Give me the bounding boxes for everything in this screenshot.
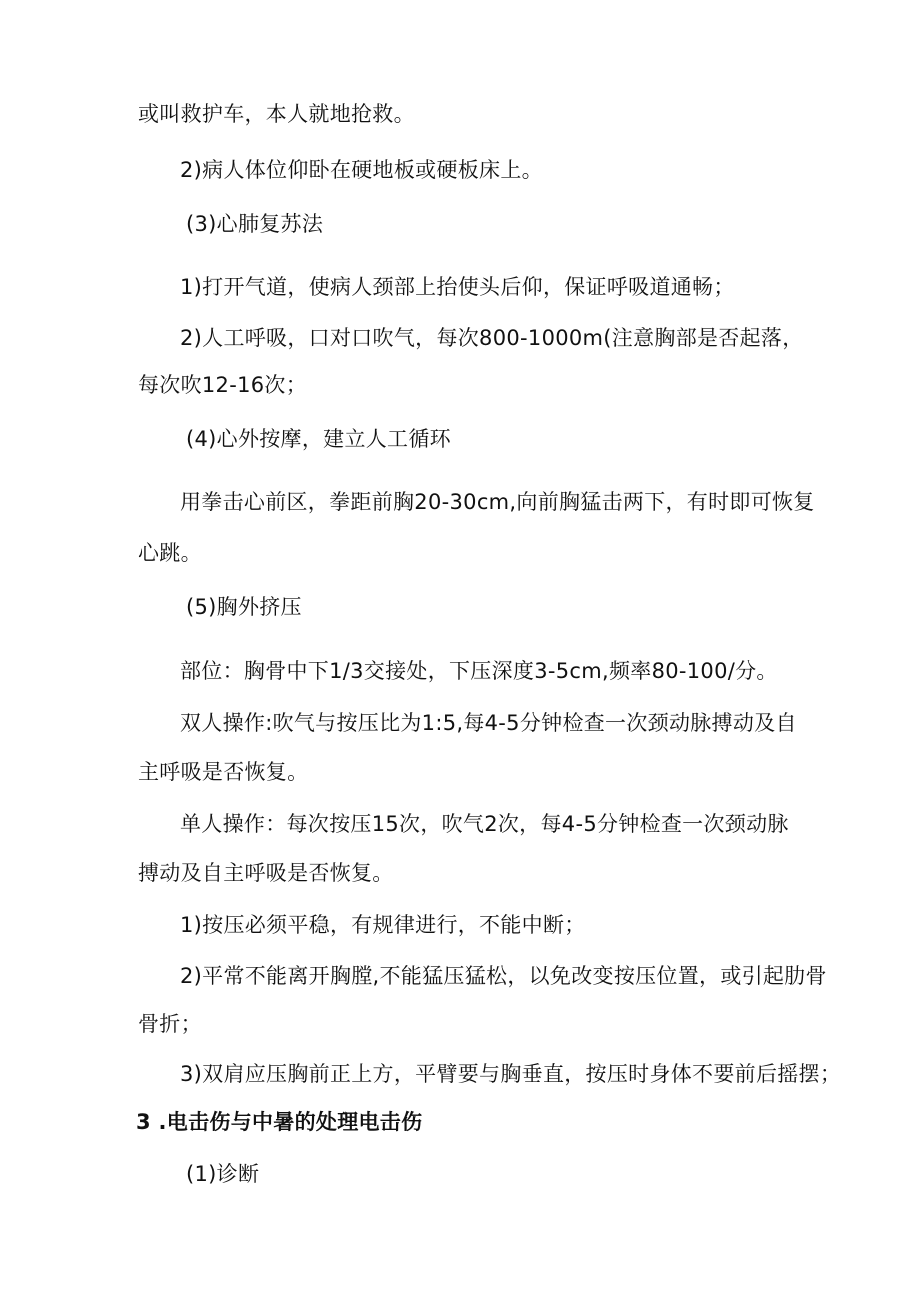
section-heading-diagnosis: (1)诊断	[186, 1162, 260, 1186]
section-heading-electric-shock: 3 .电击伤与中暑的处理电击伤	[136, 1110, 423, 1134]
section-heading-massage: (4)心外按摩，建立人工循环	[186, 427, 451, 451]
paragraph-line-14: 单人操作：每次按压15次，吹气2次，每4-5分钟检查一次颈动脉	[180, 812, 789, 836]
paragraph-line-19: 3)双肩应压胸前正上方，平臂要与胸垂直，按压时身体不要前后摇摆；	[180, 1062, 842, 1086]
paragraph-line-18: 骨折；	[138, 1012, 202, 1036]
paragraph-line-12: 双人操作:吹气与按压比为1:5,每4-5分钟检查一次颈动脉搏动及自	[180, 711, 797, 735]
paragraph-line-11: 部位：胸骨中下1/3交接处，下压深度3-5cm,频率80-100/分。	[180, 659, 778, 683]
paragraph-line-6: 每次吹12-16次；	[138, 373, 308, 397]
section-heading-cpr: (3)心肺复苏法	[186, 212, 324, 236]
paragraph-line-16: 1)按压必须平稳，有规律进行，不能中断；	[180, 913, 586, 937]
section-heading-compression: (5)胸外挤压	[186, 595, 302, 619]
paragraph-line-4: 1)打开气道，使病人颈部上抬使头后仰，保证呼吸道通畅；	[180, 275, 735, 299]
paragraph-line-5: 2)人工呼吸，口对口吹气，每次800-1000m(注意胸部是否起落，	[180, 326, 804, 350]
paragraph-line-8: 用拳击心前区，拳距前胸20-30cm,向前胸猛击两下，有时即可恢复	[180, 490, 815, 514]
paragraph-line-13: 主呼吸是否恢复。	[138, 760, 309, 784]
paragraph-line-15: 搏动及自主呼吸是否恢复。	[138, 861, 394, 885]
paragraph-line-9: 心跳。	[138, 541, 202, 565]
paragraph-line-17: 2)平常不能离开胸膛,不能猛压猛松，以免改变按压位置，或引起肋骨	[180, 964, 827, 988]
paragraph-line-2: 2)病人体位仰卧在硬地板或硬板床上。	[180, 158, 543, 182]
paragraph-line-1: 或叫救护车，本人就地抢救。	[138, 102, 415, 126]
